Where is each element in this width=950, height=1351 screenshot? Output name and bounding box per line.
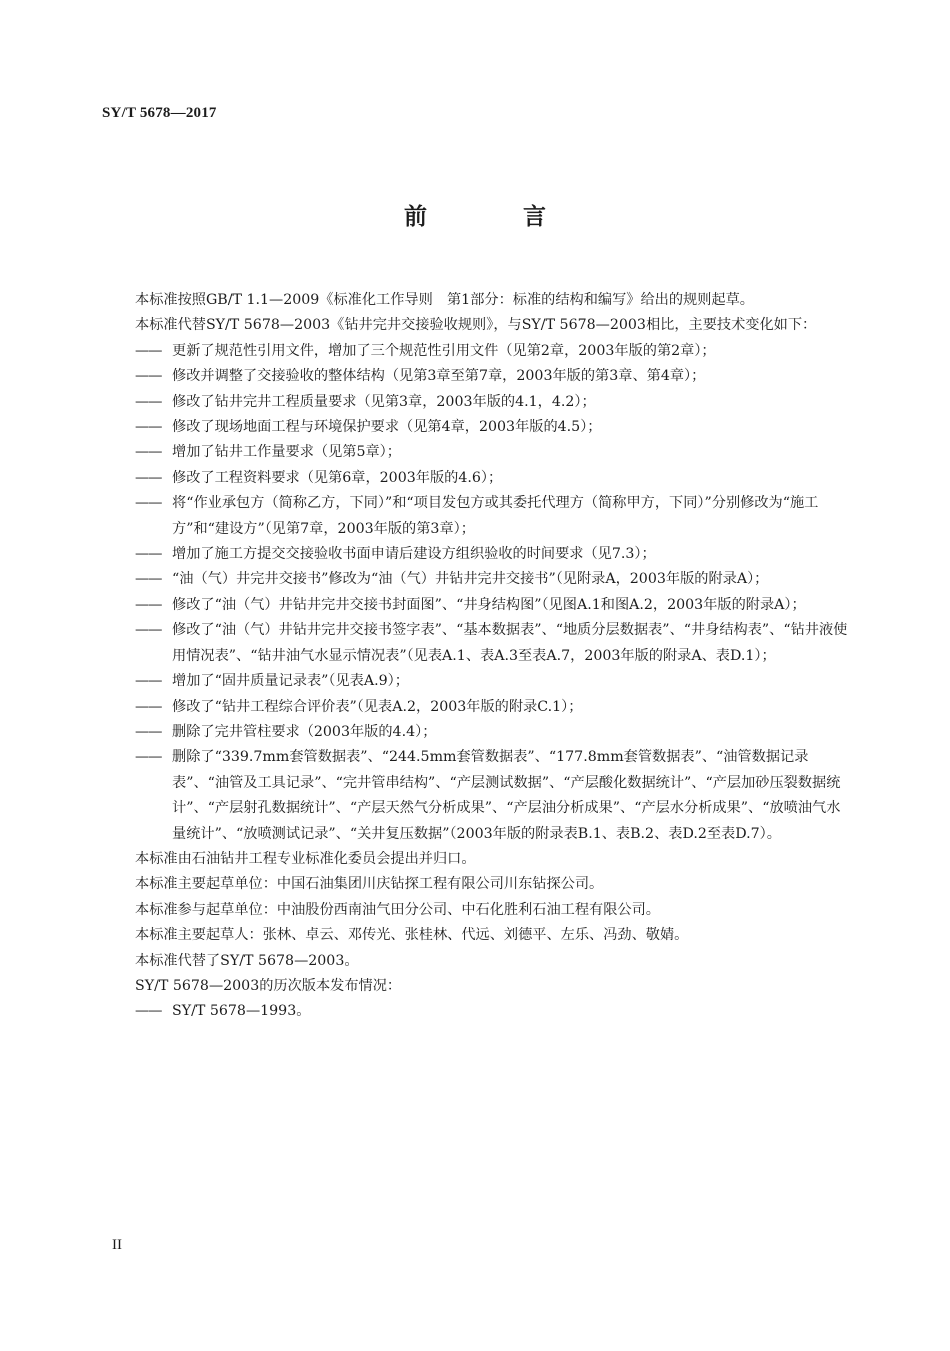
list-item (114, 364, 854, 389)
list-item-text: 增加了施工方提交交接验收书面申请后建设方组织验收的时间要求（见7.3）； (172, 546, 656, 563)
dash-marker: —— (135, 622, 162, 639)
dash-marker: —— (135, 546, 162, 563)
list-item-text: 删除了完井管柱要求（2003年版的4.4）； (172, 723, 437, 740)
list-item-text: 将“作业承包方（简称乙方，下同）”和“项目发包方或其委托代理方（简称甲方，下同）”分别修改为“施工方”和“建设方”（见第7章，2003年版的第3章）； (172, 495, 819, 537)
list-item (114, 390, 854, 415)
list-item-text: “油（气）井完井交接书”修改为“油（气）井钻井完井交接书”（见附录A，2003年版的附录A）； (172, 571, 769, 588)
dash-marker: —— (135, 673, 162, 690)
dash-marker: —— (135, 596, 162, 613)
list-item (114, 593, 854, 618)
history-item (114, 999, 854, 1024)
list-item (114, 745, 854, 847)
paragraph-replacement: 本标准代替SY/T 5678—2003《钻井完井交接验收规则》，与SY/T 5678—2003相比，主要技术变化如下： (135, 317, 817, 334)
paragraph-participating-drafters: 本标准参与起草单位：中油股份西南油气田分公司、中石化胜利石油工程有限公司。 (135, 901, 660, 918)
dash-marker: —— (135, 723, 162, 740)
document-code: SY/T 5678—2017 (102, 105, 217, 121)
paragraph-history-intro: SY/T 5678—2003的历次版本发布情况： (135, 977, 402, 994)
dash-marker: —— (135, 342, 162, 359)
list-item-text: 修改了钻井完井工程质量要求（见第3章，2003年版的4.1，4.2）； (172, 393, 596, 410)
list-item (114, 542, 854, 567)
list-item-text: 修改了“油（气）井钻井完井交接书封面图”、“井身结构图”（见图A.1和图A.2，2003年版的附录A）； (172, 596, 806, 613)
paragraph-supersedes: 本标准代替了SY/T 5678—2003。 (135, 952, 359, 969)
list-item-text: 修改了现场地面工程与环境保护要求（见第4章，2003年版的4.5）； (172, 419, 602, 436)
list-item-text: 修改了“钻井工程综合评价表”（见表A.2，2003年版的附录C.1）； (172, 698, 583, 715)
list-item (114, 339, 854, 364)
list-item (114, 440, 854, 465)
dash-marker: —— (135, 393, 162, 410)
list-item (114, 415, 854, 440)
list-item (114, 669, 854, 694)
list-item-text: 修改并调整了交接验收的整体结构（见第3章至第7章，2003年版的第3章、第4章）； (172, 368, 706, 385)
list-item (114, 695, 854, 720)
dash-marker: —— (135, 419, 162, 436)
dash-marker: —— (135, 749, 162, 766)
list-item (114, 618, 854, 669)
dash-marker: —— (135, 469, 162, 486)
foreword-body (114, 288, 854, 1025)
paragraph-drafting-rules: 本标准按照GB/T 1.1—2009《标准化工作导则 第1部分：标准的结构和编写》给出的规则起草。 (135, 292, 754, 308)
page-title: 前 言 (403, 203, 590, 230)
dash-marker: —— (135, 368, 162, 385)
list-item (114, 466, 854, 491)
dash-marker: —— (135, 571, 162, 588)
dash-marker: —— (135, 698, 162, 715)
page-number: II (112, 1237, 122, 1253)
list-item-text: 删除了“339.7mm套管数据表”、“244.5mm套管数据表”、“177.8mm套管数据表”、“油管数据记录表”、“油管及工具记录”、“完井管串结构”、“产层测试数据”、“产层酸化数据统计”、“产层加砂压裂数据统计”、“产层射孔数据统计”、“产层天然气分析成果”、“产层油分析成果”、“产层水分析成果”、“放喷油气水量统计”、“放喷测试记录”、“关井复压数据”（2003年版的附录表B.1、表B.2、表D.2至表D.7）。 (172, 749, 841, 842)
history-item-text: SY/T 5678—1993。 (172, 1003, 311, 1020)
list-item (114, 491, 854, 542)
list-item-text: 增加了钻井工作量要求（见第5章）； (172, 444, 401, 461)
paragraph-drafters: 本标准主要起草人：张林、卓云、邓传光、张桂林、代远、刘德平、左乐、冯劲、敬婧。 (135, 927, 689, 944)
list-item-text: 更新了规范性引用文件，增加了三个规范性引用文件（见第2章，2003年版的第2章）； (172, 342, 716, 359)
list-item-text: 修改了“油（气）井钻井完井交接书签字表”、“基本数据表”、“地质分层数据表”、“井身结构表”、“钻井液使用情况表”、“钻井油气水显示情况表”（见表A.1、表A.3至表A.7，2003年版的附录A、表D.1）； (172, 622, 848, 664)
dash-marker: —— (135, 1003, 162, 1020)
paragraph-proposer: 本标准由石油钻井工程专业标准化委员会提出并归口。 (135, 850, 476, 867)
list-item-text: 增加了“固井质量记录表”（见表A.9）； (172, 673, 409, 690)
dash-marker: —— (135, 444, 162, 461)
list-item-text: 修改了工程资料要求（见第6章，2003年版的4.6）； (172, 469, 503, 486)
paragraph-main-drafter: 本标准主要起草单位：中国石油集团川庆钻探工程有限公司川东钻探公司。 (135, 876, 604, 893)
dash-marker: —— (135, 495, 162, 512)
list-item (114, 720, 854, 745)
list-item (114, 567, 854, 592)
